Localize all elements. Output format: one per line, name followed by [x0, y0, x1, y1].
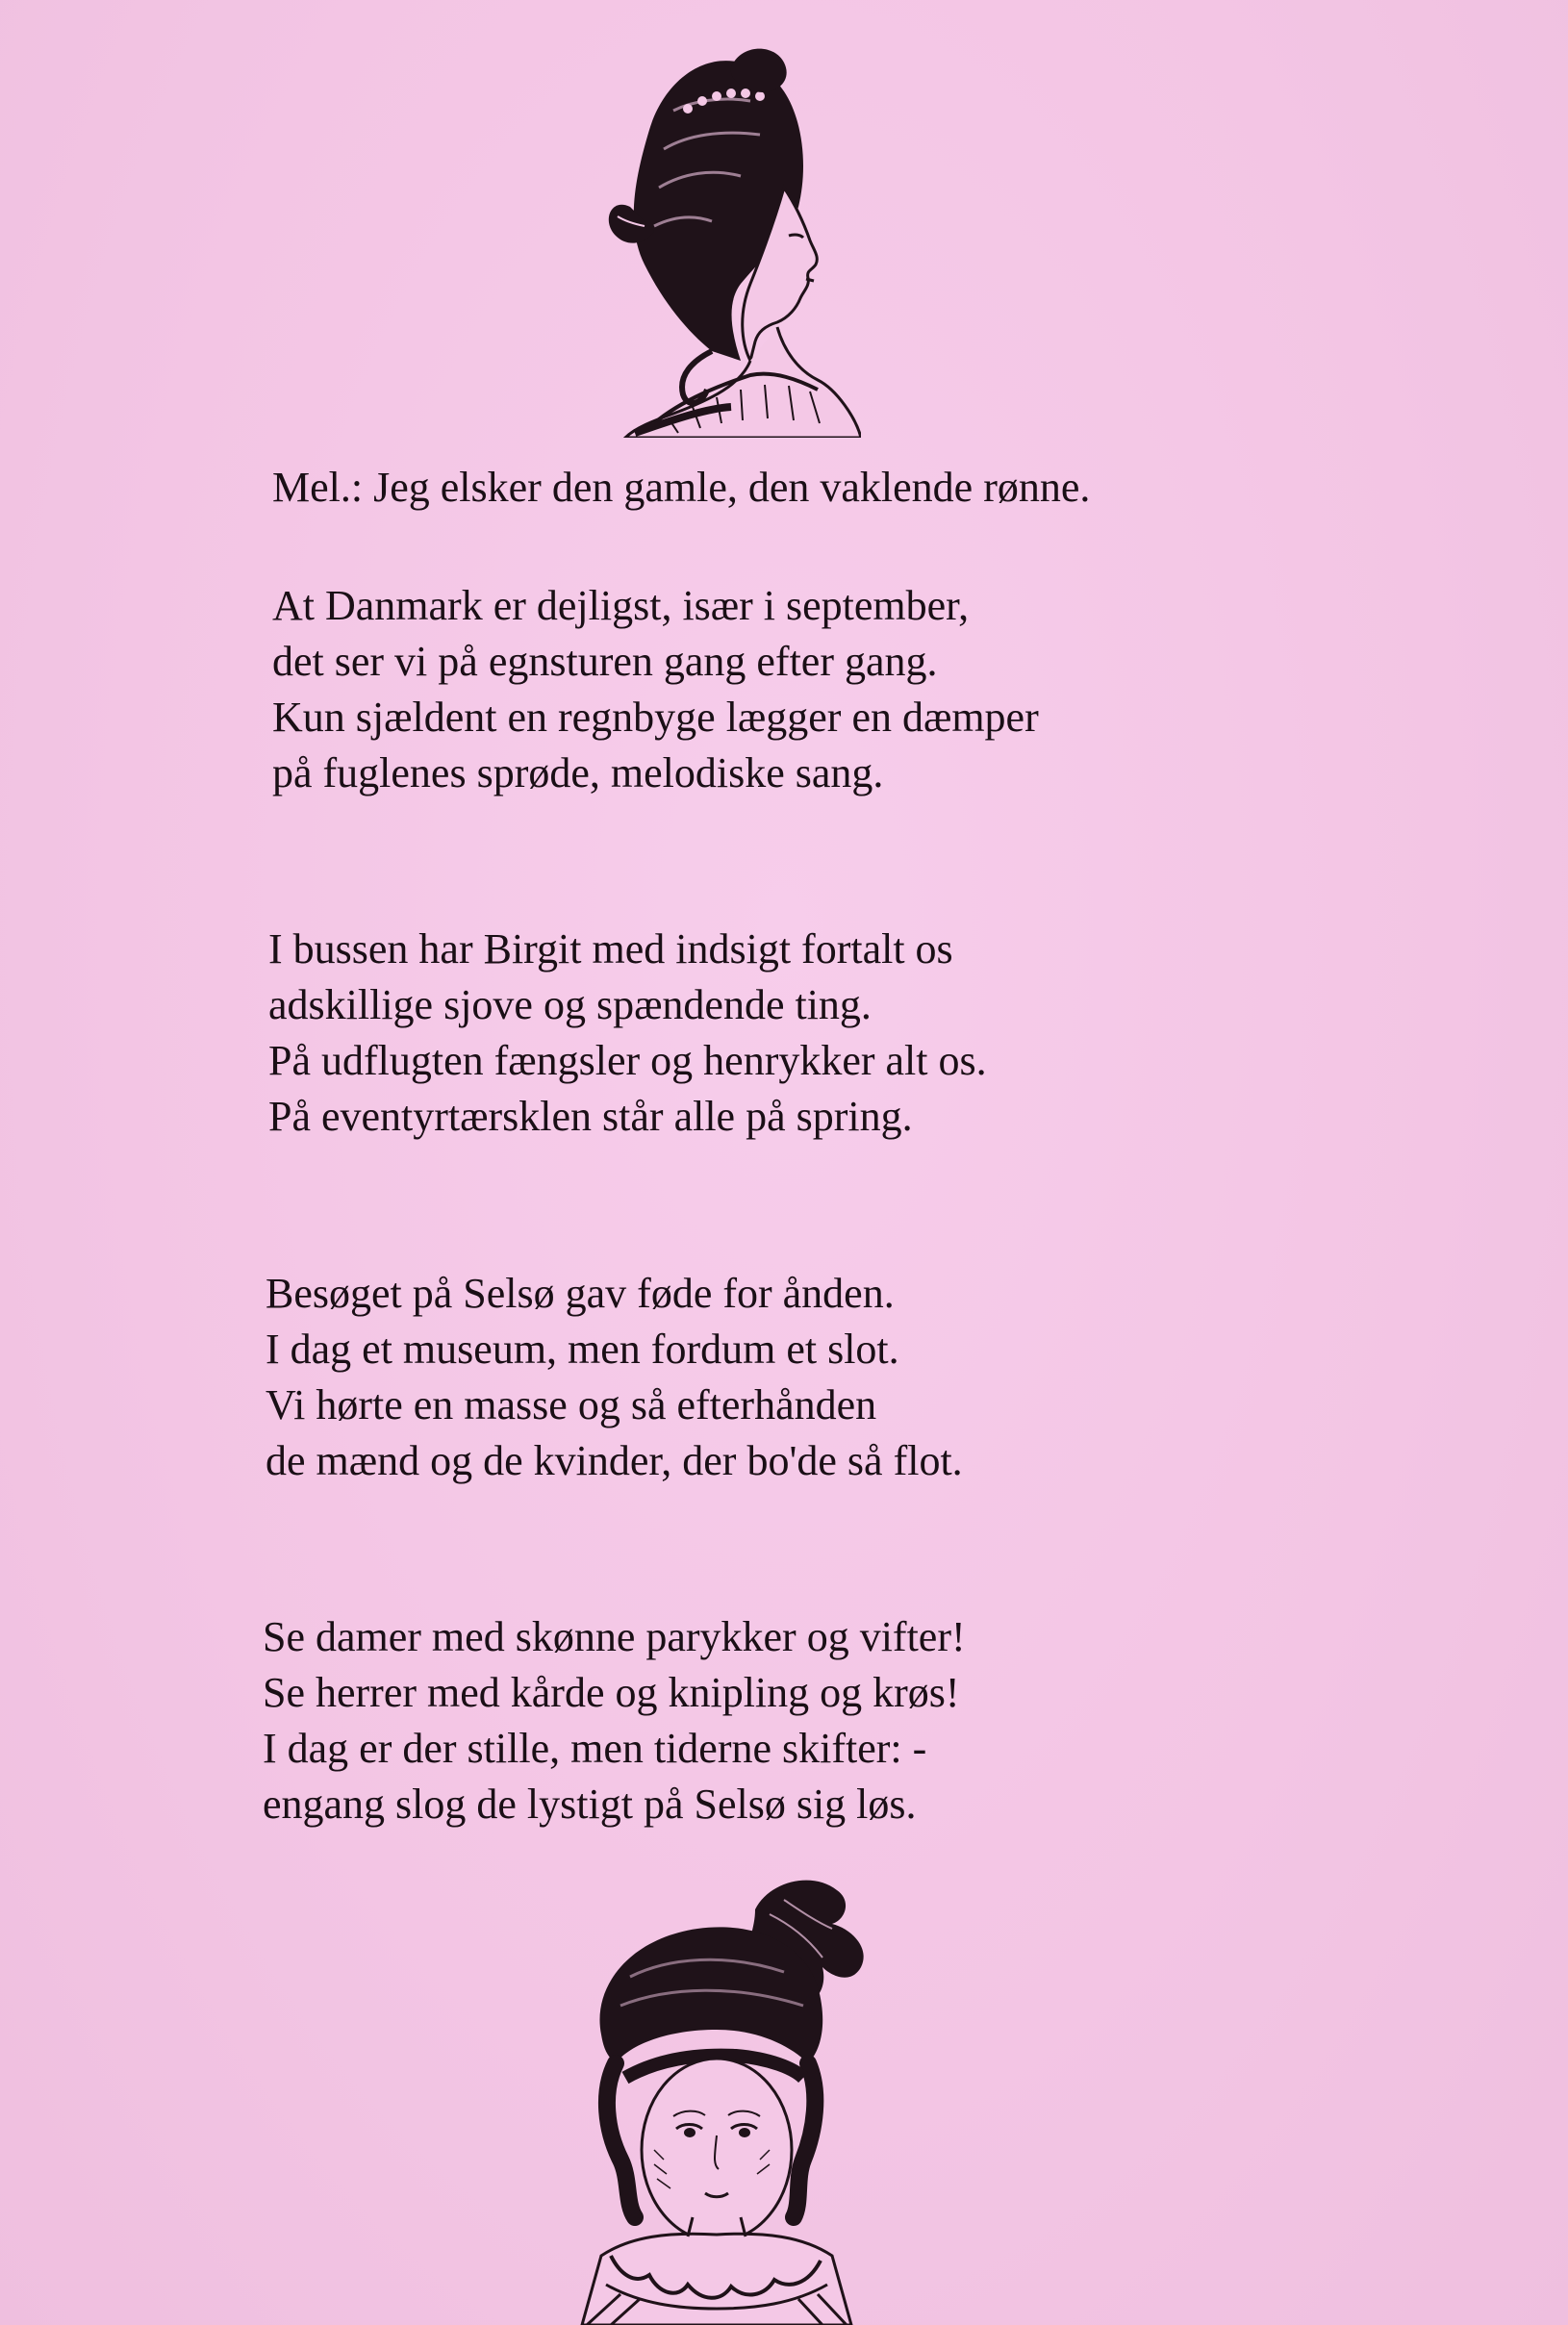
stanza-line: engang slog de lystigt på Selsø sig løs. — [263, 1781, 917, 1828]
stanza-line: I dag et museum, men fordum et slot. — [266, 1326, 899, 1373]
stanza-line: det ser vi på egnsturen gang efter gang. — [272, 638, 938, 685]
stanza-2 — [268, 922, 987, 1145]
stanza-4 — [263, 1609, 966, 1832]
stanza-line: på fuglenes sprøde, melodiske sang. — [272, 749, 884, 796]
melody-line: Mel.: Jeg elsker den gamle, den vaklende rønne. — [272, 464, 1091, 511]
stanza-line: Se herrer med kårde og knipling og krøs! — [263, 1669, 960, 1716]
lady-with-feathered-hat-illustration — [563, 1871, 899, 2325]
lady-profile-illustration — [596, 43, 861, 438]
stanza-line: de mænd og de kvinder, der bo'de så flot. — [266, 1437, 963, 1484]
stanza-line: At Danmark er dejligst, især i september, — [272, 582, 970, 629]
stanza-line: Besøget på Selsø gav føde for ånden. — [266, 1270, 895, 1317]
stanza-line: Se damer med skønne parykker og vifter! — [263, 1613, 966, 1660]
stanza-line: Vi hørte en masse og så efterhånden — [266, 1381, 877, 1428]
stanza-line: I bussen har Birgit med indsigt fortalt os — [268, 925, 953, 973]
stanza-1 — [272, 578, 1039, 801]
stanza-line: adskillige sjove og spændende ting. — [268, 981, 872, 1028]
stanza-line: På eventyrtærsklen står alle på spring. — [268, 1093, 913, 1140]
stanza-line: Kun sjældent en regnbyge lægger en dæmper — [272, 694, 1039, 741]
stanza-line: På udflugten fængsler og henrykker alt os. — [268, 1037, 987, 1084]
stanza-line: I dag er der stille, men tiderne skifter: - — [263, 1725, 927, 1772]
stanza-3 — [266, 1266, 963, 1489]
